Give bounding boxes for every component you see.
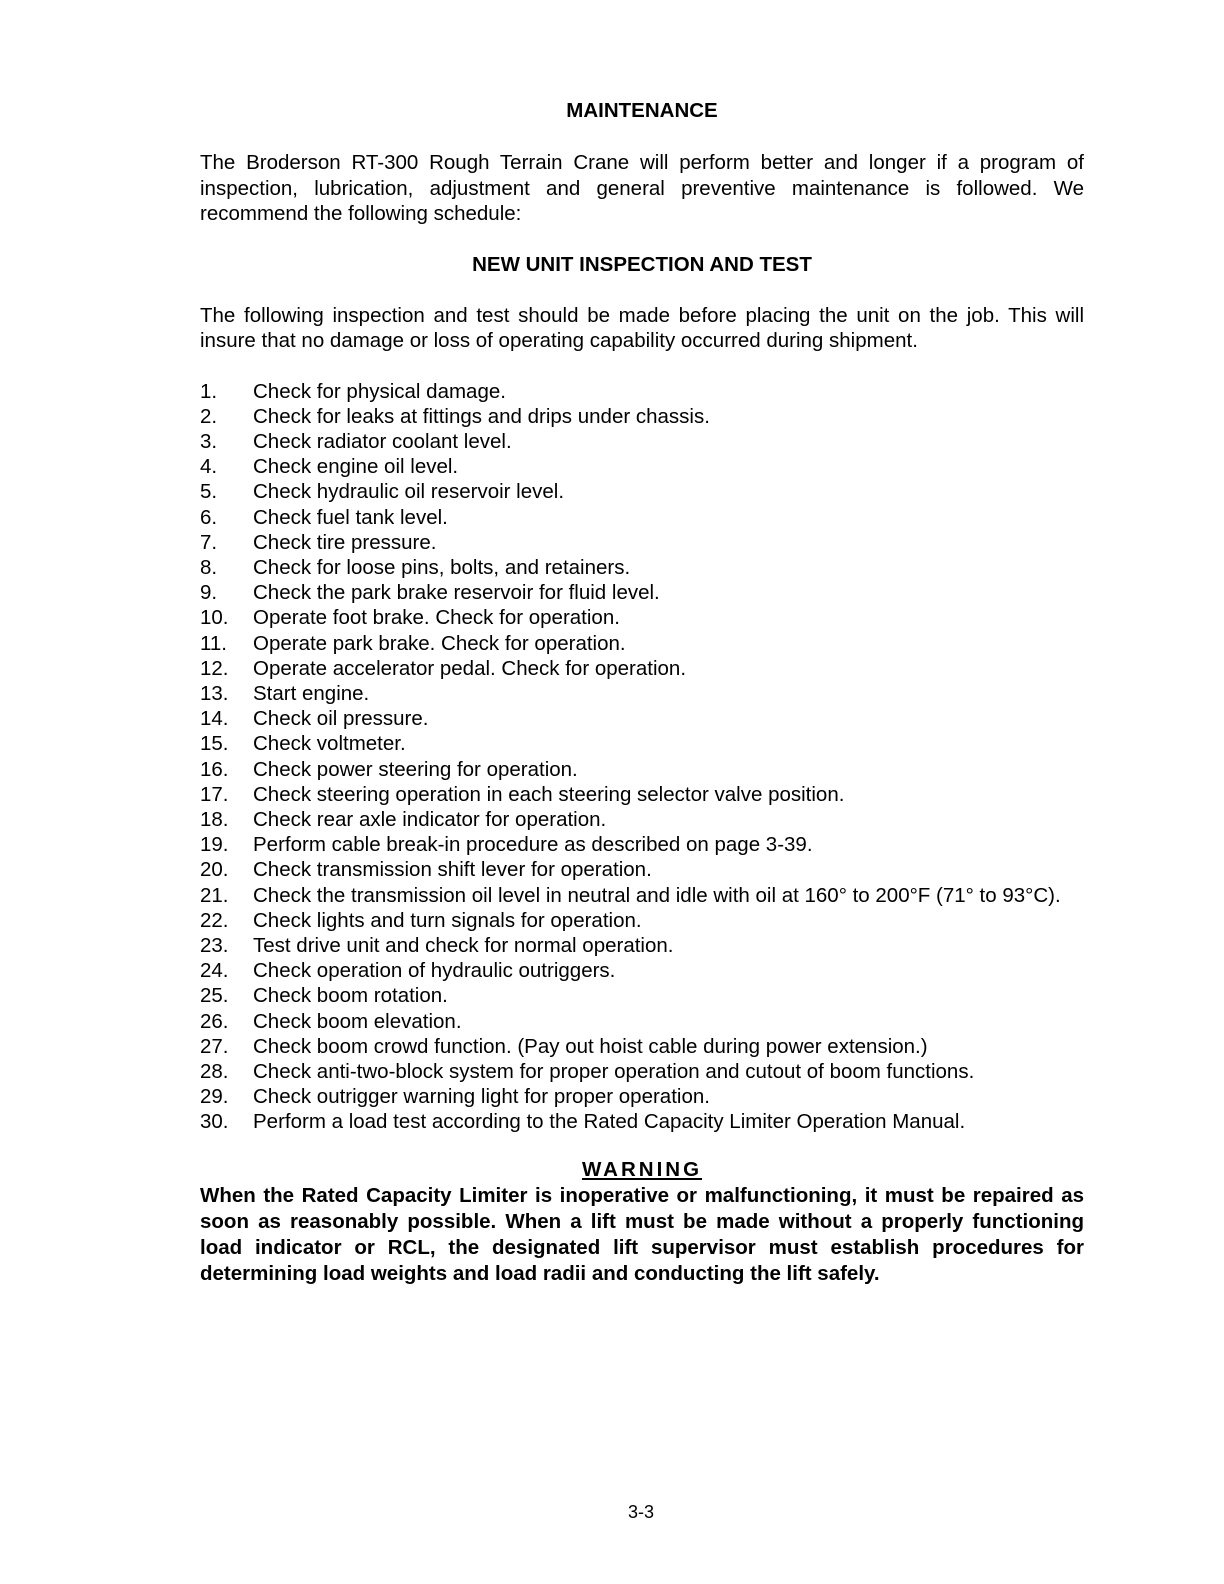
list-item-number: 14. [200, 707, 229, 731]
list-item-text: Check hydraulic oil reservoir level. [253, 480, 565, 504]
list-item-number: 16. [200, 757, 229, 781]
list-item [200, 580, 1084, 605]
list-item [200, 429, 1084, 454]
list-item [200, 757, 1084, 782]
list-item [200, 681, 1084, 706]
list-item-number: 10. [200, 606, 229, 630]
list-item-text: Check anti-two-block system for proper operation and cutout of boom functions. [253, 1059, 975, 1083]
section-heading: NEW UNIT INSPECTION AND TEST [472, 252, 812, 276]
list-item-text: Check fuel tank level. [253, 505, 448, 529]
document-page [200, 98, 1084, 1287]
list-item [200, 656, 1084, 681]
section-intro-paragraph: The following inspection and test should be made before placing the unit on the job. This will insure that no damage or loss of operating capability occurred during shipment. [200, 303, 1084, 352]
page-title: MAINTENANCE [566, 99, 718, 122]
inspection-checklist [200, 379, 1084, 1135]
list-item [200, 706, 1084, 731]
warning-text: When the Rated Capacity Limiter is inoperative or malfunctioning, it must be repaired as soon as reasonably possible. When a lift must be made without a properly functioning load indicator or RCL, the designated lift supervisor must establish procedures for determining load weights and load radii and conducting the lift safely. [200, 1183, 1084, 1285]
list-item-number: 12. [200, 656, 229, 680]
list-item-text: Check radiator coolant level. [253, 429, 512, 453]
list-item-text: Test drive unit and check for normal operation. [253, 933, 674, 957]
list-item [200, 857, 1084, 882]
list-item-number: 3. [200, 429, 218, 453]
list-item [200, 1009, 1084, 1034]
page-number: 3-3 [627, 1502, 654, 1522]
list-item-number: 17. [200, 782, 229, 806]
list-item-text: Check power steering for operation. [253, 757, 578, 781]
list-item-number: 1. [200, 379, 218, 403]
list-item-text: Check rear axle indicator for operation. [253, 807, 607, 831]
list-item-number: 22. [200, 908, 229, 932]
list-item-number: 26. [200, 1009, 229, 1033]
list-item [200, 782, 1084, 807]
list-item-number: 7. [200, 530, 218, 554]
list-item-text: Check the park brake reservoir for fluid level. [253, 581, 660, 605]
list-item [200, 605, 1084, 630]
warning-title: WARNING [581, 1157, 703, 1181]
list-item-number: 25. [200, 984, 229, 1008]
list-item [200, 631, 1084, 656]
list-item [200, 731, 1084, 756]
list-item [200, 1059, 1084, 1084]
list-item-number: 8. [200, 555, 218, 579]
list-item-text: Check steering operation in each steering selector valve position. [253, 782, 845, 806]
list-item-number: 13. [200, 681, 229, 705]
list-item [200, 379, 1084, 404]
list-item-text: Operate accelerator pedal. Check for operation. [253, 656, 687, 680]
list-item [200, 908, 1084, 933]
list-item [200, 530, 1084, 555]
list-item-text: Start engine. [253, 681, 370, 705]
list-item [200, 1034, 1084, 1059]
list-item-number: 6. [200, 505, 218, 529]
list-item [200, 1084, 1084, 1109]
list-item [200, 1109, 1084, 1134]
list-item-number: 9. [200, 581, 218, 605]
list-item [200, 479, 1084, 504]
list-item-text: Check engine oil level. [253, 455, 459, 479]
list-item-text: Check voltmeter. [253, 732, 406, 756]
list-item-number: 28. [200, 1059, 229, 1083]
list-item-text: Check boom crowd function. (Pay out hoist cable during power extension.) [253, 1034, 928, 1058]
list-item-text: Check lights and turn signals for operation. [253, 908, 642, 932]
list-item [200, 958, 1084, 983]
list-item-text: Operate park brake. Check for operation. [253, 631, 626, 655]
list-item-text: Check outrigger warning light for proper operation. [253, 1085, 710, 1109]
list-item [200, 983, 1084, 1008]
list-item-text: Check for physical damage. [253, 379, 506, 403]
list-item [200, 505, 1084, 530]
list-item-number: 2. [200, 404, 218, 428]
list-item-text: Check boom elevation. [253, 1009, 462, 1033]
list-item [200, 807, 1084, 832]
list-item [200, 454, 1084, 479]
intro-paragraph: The Broderson RT-300 Rough Terrain Crane will perform better and longer if a program of inspection, lubrication, adjustment and general preventive maintenance is followed. We recommend the following schedule: [200, 151, 1084, 225]
list-item [200, 555, 1084, 580]
list-item [200, 404, 1084, 429]
list-item-text: Perform a load test according to the Rated Capacity Limiter Operation Manual. [253, 1110, 966, 1134]
list-item-number: 5. [200, 480, 218, 504]
list-item-number: 18. [200, 807, 229, 831]
list-item-number: 15. [200, 732, 229, 756]
list-item-number: 23. [200, 933, 229, 957]
list-item-number: 27. [200, 1034, 229, 1058]
list-item [200, 832, 1084, 857]
list-item-number: 30. [200, 1110, 229, 1134]
list-item [200, 883, 1084, 908]
list-item-text: Check operation of hydraulic outriggers. [253, 959, 616, 983]
list-item-text: Check for loose pins, bolts, and retainers. [253, 555, 631, 579]
list-item-text: Check boom rotation. [253, 984, 448, 1008]
list-item-number: 21. [200, 883, 229, 907]
list-item-text: Perform cable break-in procedure as described on page 3-39. [253, 833, 813, 857]
list-item-number: 29. [200, 1085, 229, 1109]
list-item-text: Check for leaks at fittings and drips under chassis. [253, 404, 710, 428]
list-item-number: 19. [200, 833, 229, 857]
list-item-number: 4. [200, 455, 218, 479]
list-item-number: 24. [200, 959, 229, 983]
list-item-text: Operate foot brake. Check for operation. [253, 606, 620, 630]
list-item-text: Check oil pressure. [253, 707, 429, 731]
list-item-number: 11. [200, 631, 227, 655]
list-item-text: Check transmission shift lever for operation. [253, 858, 652, 882]
list-item [200, 933, 1084, 958]
list-item-number: 20. [200, 858, 229, 882]
list-item-text: Check tire pressure. [253, 530, 437, 554]
list-item-text: Check the transmission oil level in neutral and idle with oil at 160° to 200°F (71° to 93°C). [253, 883, 1061, 907]
